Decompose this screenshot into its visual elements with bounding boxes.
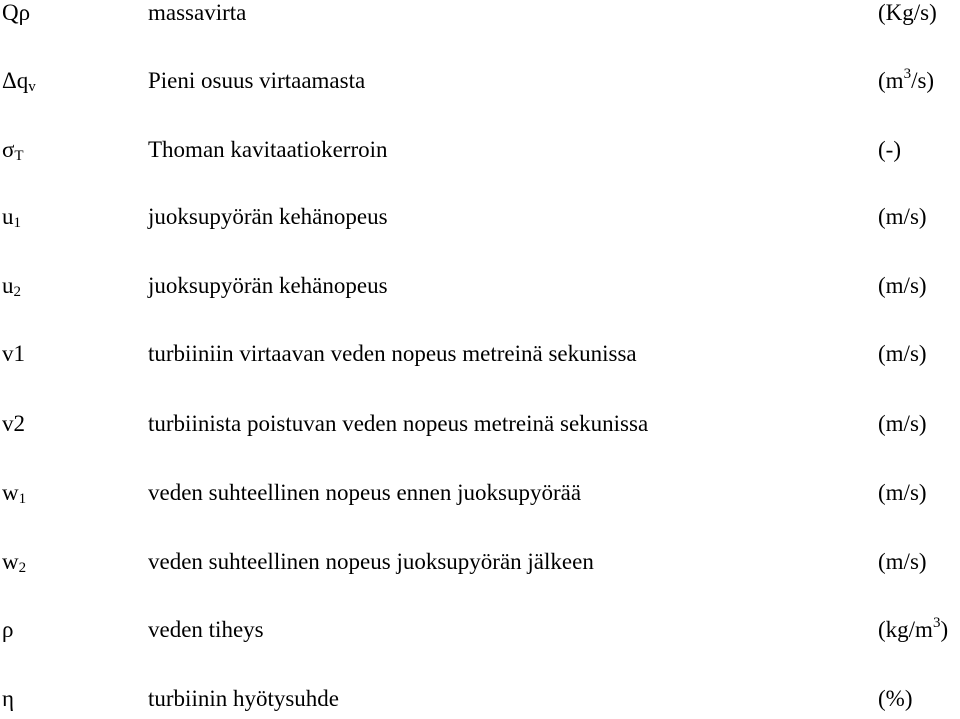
symbol-unit: $(kg/m^3)$ <box>878 615 949 642</box>
symbol: $u_2$ <box>2 273 21 300</box>
symbol-description: turbiiniin virtaavan veden nopeus metreinä sekunissa <box>148 341 637 366</box>
symbol-row <box>0 473 960 513</box>
symbol-row <box>0 542 960 582</box>
symbol-description: juoksupyörän kehänopeus <box>148 273 388 298</box>
symbol-row <box>0 0 960 33</box>
symbol-unit: (m/s) <box>878 273 927 298</box>
symbol-row <box>0 404 960 444</box>
symbol-unit: (-) <box>878 137 901 162</box>
symbol-description: juoksupyörän kehänopeus <box>148 204 388 229</box>
symbol-description: Thoman kavitaatiokerroin <box>148 137 388 162</box>
symbol-row <box>0 130 960 170</box>
symbol-description: veden suhteellinen nopeus juoksupyörän jälkeen <box>148 549 594 574</box>
symbol-description: massavirta <box>148 0 247 25</box>
symbol-unit: (m/s) <box>878 480 927 505</box>
symbol-unit: (m/s) <box>878 341 927 366</box>
symbol-row <box>0 266 960 306</box>
symbol: $w_2$ <box>2 549 27 576</box>
symbol-description: veden suhteellinen nopeus ennen juoksupyörää <box>148 480 582 505</box>
symbol-row <box>0 61 960 101</box>
symbol: ρ <box>2 617 14 642</box>
symbol-unit: (m/s) <box>878 204 927 229</box>
symbol-row <box>0 197 960 237</box>
symbol: v1 <box>2 341 25 366</box>
symbol-unit: (%) <box>878 686 913 711</box>
symbol-description: Pieni osuus virtaamasta <box>148 68 366 93</box>
symbol-row <box>0 610 960 650</box>
symbol: η <box>2 686 15 711</box>
symbol-row <box>0 334 960 374</box>
symbol-unit: (m/s) <box>878 411 927 436</box>
symbol: v2 <box>2 411 25 436</box>
symbol-unit: (Kg/s) <box>878 0 937 25</box>
symbol-description: turbiinista poistuvan veden nopeus metreinä sekunissa <box>148 411 649 436</box>
symbol: $w_1$ <box>2 480 27 507</box>
symbol-description: turbiinin hyötysuhde <box>148 686 340 711</box>
symbol: $\sigma_T$ <box>2 137 24 164</box>
symbol-unit: (m/s) <box>878 549 927 574</box>
symbol-unit: $(m^3/s)$ <box>878 66 935 93</box>
symbol-description: veden tiheys <box>148 617 264 642</box>
symbol: $u_1$ <box>2 204 21 231</box>
symbol-row <box>0 679 960 719</box>
symbol: Qρ <box>2 0 31 25</box>
symbol: $\Delta q_v$ <box>2 68 36 95</box>
